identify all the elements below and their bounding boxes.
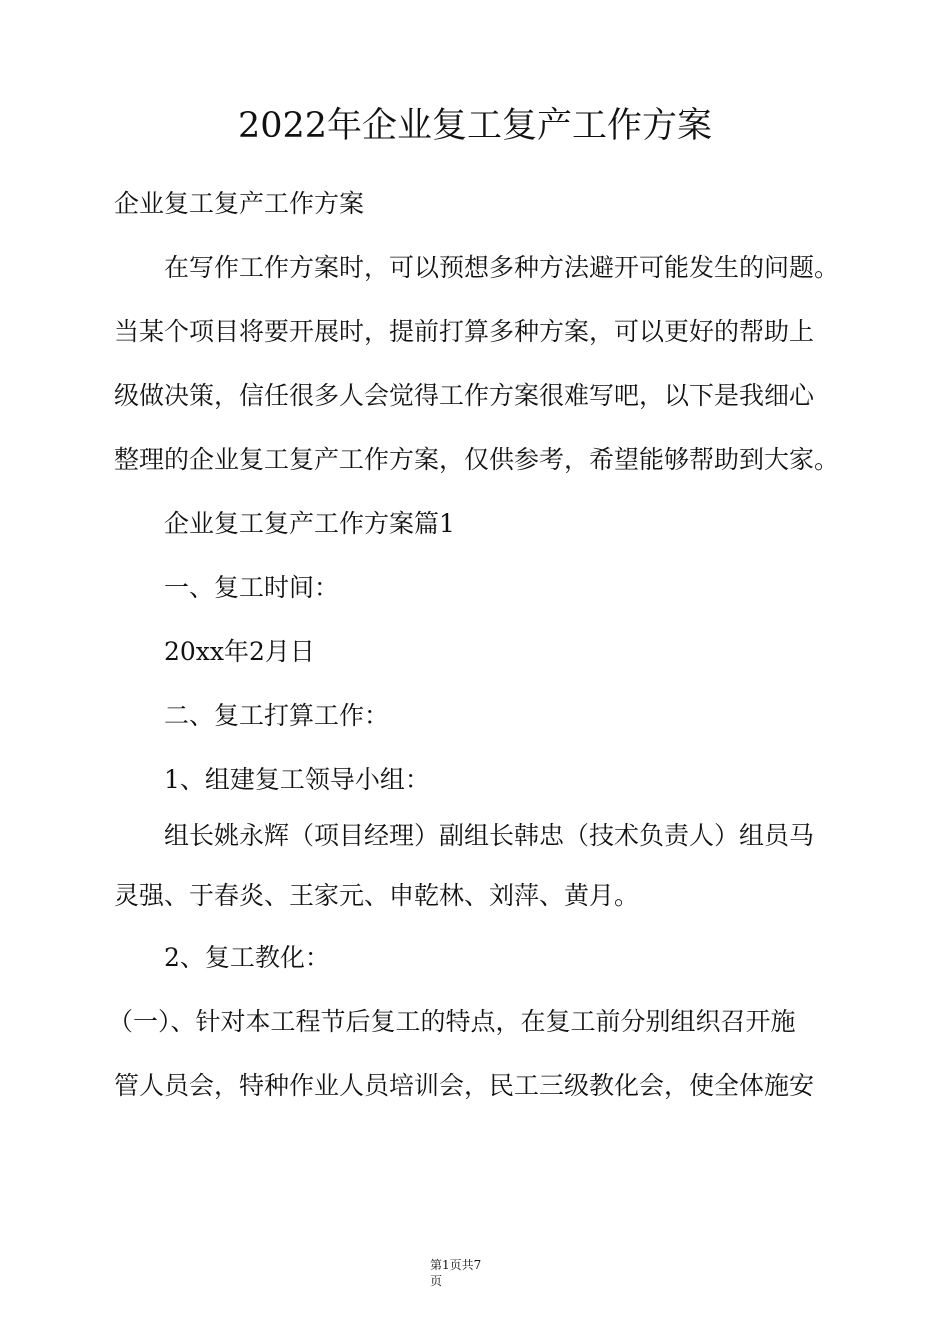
page-number-line2: 页 — [430, 1274, 443, 1288]
list-item: 2、复工教化： — [164, 943, 330, 972]
paragraph-line: 级做决策，信任很多人会觉得工作方案很难写吧，以下是我细心 — [114, 381, 815, 410]
section-heading: 企业复工复产工作方案篇1 — [164, 509, 455, 538]
paragraph-line: 组长姚永辉（项目经理）副组长韩忠（技术负责人）组员马 — [164, 821, 815, 850]
list-item: 1、组建复工领导小组： — [164, 765, 430, 794]
page-footer — [430, 1257, 520, 1289]
paragraph-line: 20xx年2月日 — [164, 637, 315, 666]
paragraph-line: （一）、针对本工程节后复工的特点，在复工前分别组织召开施 — [108, 1007, 796, 1036]
paragraph-line: 在写作工作方案时，可以预想多种方法避开可能发生的问题。 — [164, 253, 840, 282]
page-number-line1: 第1页共7 — [430, 1258, 482, 1272]
document-title: 2022年企业复工复产工作方案 — [237, 106, 713, 146]
list-heading: 二、复工打算工作： — [164, 701, 390, 730]
subtitle-line: 企业复工复产工作方案 — [114, 189, 365, 218]
list-heading: 一、复工时间： — [164, 573, 340, 602]
paragraph-line: 当某个项目将要开展时，提前打算多种方案，可以更好的帮助上 — [114, 317, 815, 346]
paragraph-line: 管人员会，特种作业人员培训会，民工三级教化会，使全体施安 — [114, 1071, 815, 1100]
paragraph-line: 整理的企业复工复产工作方案，仅供参考，希望能够帮助到大家。 — [114, 445, 840, 474]
paragraph-line: 灵强、于春炎、王家元、申乾林、刘萍、黄月。 — [114, 881, 640, 910]
